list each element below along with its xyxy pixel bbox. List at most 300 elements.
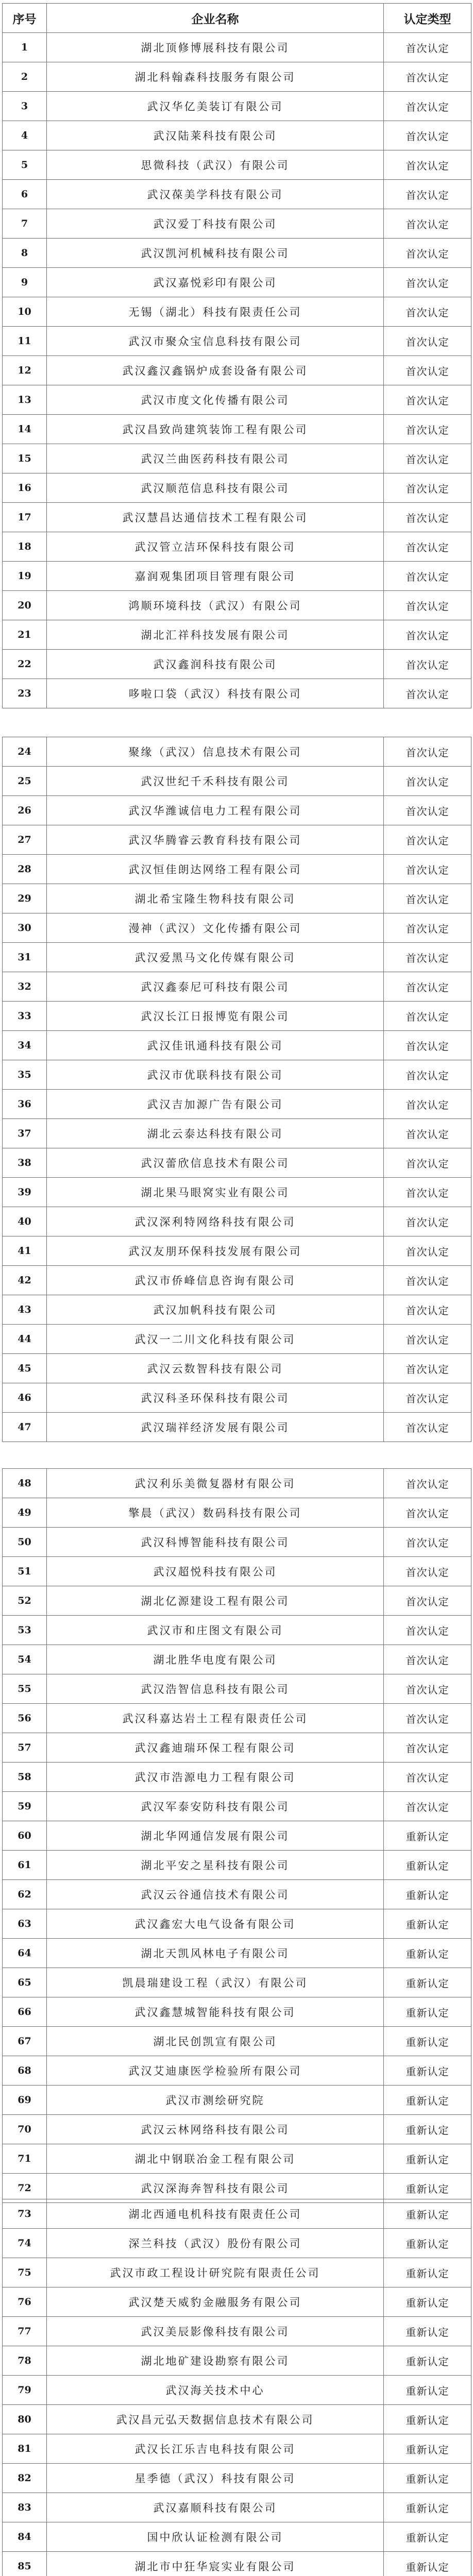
table-row [3,1354,471,1383]
company-name: 湖北希宝隆生物科技有限公司 [47,884,384,913]
table-row [3,532,471,562]
company-name: 鸿顺环境科技（武汉）有限公司 [47,591,384,620]
table-row [3,2287,471,2317]
company-name: 湖北市中狂华宸实业有限公司 [47,2552,384,2576]
table-row [3,884,471,913]
table-row [3,327,471,356]
table-row [3,1119,471,1148]
company-name: 湖北科翰森科技服务有限公司 [47,62,384,92]
table-row [3,1733,471,1762]
certification-type: 首次认定 [384,1090,471,1119]
company-name: 武汉鑫宏大电气设备有限公司 [47,1909,384,1939]
company-name: 擎晨（武汉）数码科技有限公司 [47,1498,384,1528]
certification-type: 重新认定 [384,1997,471,2027]
table-row [3,1968,471,1997]
certification-type: 首次认定 [384,796,471,825]
row-number: 9 [3,268,47,297]
certification-type: 首次认定 [384,1031,471,1060]
table-page-1 [2,3,471,708]
table-row [3,356,471,385]
row-number: 67 [3,2027,47,2056]
row-number: 24 [3,737,47,767]
certification-type: 首次认定 [384,1002,471,1031]
certification-type: 首次认定 [384,1792,471,1821]
row-number: 4 [3,121,47,150]
company-name: 湖北西通电机科技有限责任公司 [47,2199,384,2229]
table-row [3,1178,471,1207]
row-number: 2 [3,62,47,92]
company-name: 武汉云林网络科技有限公司 [47,2115,384,2144]
table-row [3,2144,471,2174]
row-number: 36 [3,1090,47,1119]
company-name: 武汉爱黑马文化传媒有限公司 [47,943,384,972]
company-name: 武汉科博智能科技有限公司 [47,1528,384,1557]
row-number: 53 [3,1616,47,1645]
row-number: 50 [3,1528,47,1557]
company-name: 武汉长江日报博览有限公司 [47,1002,384,1031]
row-number: 3 [3,92,47,121]
certification-type: 重新认定 [384,1880,471,1909]
certification-type: 首次认定 [384,1762,471,1792]
company-name: 湖北地矿建设勘察有限公司 [47,2346,384,2376]
table-row [3,1792,471,1821]
company-name: 武汉海关技术中心 [47,2376,384,2405]
row-number: 25 [3,767,47,796]
certification-type: 重新认定 [384,2376,471,2405]
certification-type: 首次认定 [384,679,471,708]
table-row [3,1851,471,1880]
company-name: 武汉爱丁科技有限公司 [47,209,384,239]
certification-type: 首次认定 [384,415,471,444]
table-row [3,1997,471,2027]
row-number: 42 [3,1266,47,1295]
row-number: 62 [3,1880,47,1909]
certification-type: 首次认定 [384,503,471,532]
company-name: 湖北民创凯宣有限公司 [47,2027,384,2056]
row-number: 54 [3,1645,47,1674]
company-name: 凯晨瑞建设工程（武汉）有限公司 [47,1968,384,1997]
row-number: 69 [3,2086,47,2115]
certification-type: 重新认定 [384,2258,471,2287]
certification-type: 重新认定 [384,1821,471,1851]
row-number: 66 [3,1997,47,2027]
row-number: 68 [3,2056,47,2086]
row-number: 28 [3,855,47,884]
table-row [3,796,471,825]
table-row [3,2229,471,2258]
table-row [3,33,471,62]
table-row [3,855,471,884]
table-page-4 [2,2199,471,2576]
header-type: 认定类型 [384,4,471,33]
row-number: 64 [3,1939,47,1968]
row-number: 85 [3,2552,47,2576]
row-number: 76 [3,2287,47,2317]
company-name: 哆啦口袋（武汉）科技有限公司 [47,679,384,708]
table-row [3,737,471,767]
company-name: 武汉吉加源广告有限公司 [47,1090,384,1119]
company-name: 武汉蕾欣信息技术有限公司 [47,1148,384,1178]
table-row [3,679,471,708]
company-name: 武汉世纪千禾科技有限公司 [47,767,384,796]
table-row [3,385,471,415]
row-number: 5 [3,150,47,180]
certification-type: 首次认定 [384,855,471,884]
company-name: 嘉润观集团项目管理有限公司 [47,562,384,591]
table-row [3,62,471,92]
table-row [3,913,471,943]
row-number: 55 [3,1674,47,1704]
row-number: 79 [3,2376,47,2405]
certification-type: 首次认定 [384,1498,471,1528]
certification-type: 首次认定 [384,239,471,268]
row-number: 81 [3,2434,47,2464]
table-row [3,2027,471,2056]
company-name: 武汉友朋环保科技发展有限公司 [47,1236,384,1266]
company-name: 武汉华潍诚信电力工程有限公司 [47,796,384,825]
company-name: 武汉慧昌达通信技术工程有限公司 [47,503,384,532]
company-name: 武汉陆莱科技有限公司 [47,121,384,150]
row-number: 82 [3,2464,47,2493]
company-name: 武汉鑫泰尼可科技有限公司 [47,972,384,1002]
company-name: 武汉瑞祥经济发展有限公司 [47,1413,384,1442]
company-name: 武汉管立洁环保科技有限公司 [47,532,384,562]
table-row [3,1498,471,1528]
table-row [3,1325,471,1354]
company-name: 武汉市浩源电力工程有限公司 [47,1762,384,1792]
certification-type: 首次认定 [384,767,471,796]
company-name: 星季德（武汉）科技有限公司 [47,2464,384,2493]
row-number: 13 [3,385,47,415]
table-row [3,2405,471,2434]
company-name: 武汉嘉悦彩印有限公司 [47,268,384,297]
company-name: 武汉科嘉达岩土工程有限责任公司 [47,1704,384,1733]
company-name: 武汉昌致尚建筑装饰工程有限公司 [47,415,384,444]
company-name: 武汉恒佳朗达网络工程有限公司 [47,855,384,884]
certification-type: 首次认定 [384,385,471,415]
table-row [3,297,471,327]
company-name: 武汉艾迪康医学检验所有限公司 [47,2056,384,2086]
certification-type: 重新认定 [384,2346,471,2376]
certification-type: 首次认定 [384,150,471,180]
certification-type: 首次认定 [384,620,471,650]
row-number: 37 [3,1119,47,1148]
row-number: 57 [3,1733,47,1762]
row-number: 17 [3,503,47,532]
certification-type: 首次认定 [384,473,471,503]
certification-type: 首次认定 [384,1266,471,1295]
table-row [3,2376,471,2405]
row-number: 65 [3,1968,47,1997]
row-number: 47 [3,1413,47,1442]
certification-type: 重新认定 [384,2287,471,2317]
row-number: 7 [3,209,47,239]
row-number: 27 [3,825,47,855]
table-row [3,1383,471,1413]
certification-type: 首次认定 [384,1060,471,1090]
certification-type: 首次认定 [384,1207,471,1236]
certification-type: 首次认定 [384,1325,471,1354]
row-number: 84 [3,2522,47,2552]
certification-type: 首次认定 [384,825,471,855]
certification-type: 首次认定 [384,1354,471,1383]
table-row [3,1295,471,1325]
certification-type: 重新认定 [384,2027,471,2056]
table-row [3,620,471,650]
table-row [3,1236,471,1266]
row-number: 40 [3,1207,47,1236]
table-row [3,268,471,297]
certification-type: 首次认定 [384,1704,471,1733]
certification-type: 首次认定 [384,33,471,62]
row-number: 48 [3,1469,47,1498]
row-number: 83 [3,2493,47,2522]
table-row [3,2493,471,2522]
table-row [3,1909,471,1939]
company-name: 武汉鑫润科技有限公司 [47,650,384,679]
table-row [3,1031,471,1060]
certification-type: 首次认定 [384,532,471,562]
table-row [3,1148,471,1178]
company-name: 武汉深海奔智科技有限公司 [47,2174,384,2203]
table-row [3,2522,471,2552]
certification-type: 首次认定 [384,1295,471,1325]
certification-type: 首次认定 [384,444,471,473]
certification-type: 首次认定 [384,1557,471,1586]
certification-type: 首次认定 [384,650,471,679]
table-row [3,2174,471,2203]
company-name: 湖北顶修博展科技有限公司 [47,33,384,62]
table-row [3,444,471,473]
certification-type: 首次认定 [384,268,471,297]
table-row [3,1645,471,1674]
certification-type: 重新认定 [384,2056,471,2086]
certification-type: 重新认定 [384,2229,471,2258]
row-number: 19 [3,562,47,591]
certification-type: 重新认定 [384,2086,471,2115]
certification-type: 首次认定 [384,1528,471,1557]
certification-type: 首次认定 [384,1733,471,1762]
certification-type: 重新认定 [384,1968,471,1997]
table-row [3,1266,471,1295]
company-name: 武汉市侨峰信息咨询有限公司 [47,1266,384,1295]
table-row [3,180,471,209]
row-number: 18 [3,532,47,562]
certification-type: 重新认定 [384,2115,471,2144]
row-number: 41 [3,1236,47,1266]
certification-type: 重新认定 [384,2434,471,2464]
company-name: 武汉市聚众宝信息科技有限公司 [47,327,384,356]
certification-type: 首次认定 [384,1413,471,1442]
table-row [3,1674,471,1704]
table-row [3,209,471,239]
table-row [3,1939,471,1968]
company-name: 武汉鑫慧城智能科技有限公司 [47,1997,384,2027]
table-row [3,1413,471,1442]
table-row [3,1880,471,1909]
row-number: 77 [3,2317,47,2346]
header-company: 企业名称 [47,4,384,33]
table-row [3,1469,471,1498]
certification-type: 首次认定 [384,943,471,972]
company-name: 武汉顺范信息科技有限公司 [47,473,384,503]
certification-type: 重新认定 [384,2317,471,2346]
certification-type: 首次认定 [384,1236,471,1266]
certification-type: 重新认定 [384,2464,471,2493]
certification-type: 重新认定 [384,2493,471,2522]
certification-type: 首次认定 [384,121,471,150]
company-name: 武汉市测绘研究院 [47,2086,384,2115]
row-number: 39 [3,1178,47,1207]
row-number: 12 [3,356,47,385]
table-row [3,1207,471,1236]
row-number: 29 [3,884,47,913]
table-row [3,972,471,1002]
row-number: 26 [3,796,47,825]
company-name: 武汉一二川文化科技有限公司 [47,1325,384,1354]
company-name: 漫神（武汉）文化传播有限公司 [47,913,384,943]
company-name: 武汉加帆科技有限公司 [47,1295,384,1325]
row-number: 43 [3,1295,47,1325]
company-name: 国中欣认证检测有限公司 [47,2522,384,2552]
row-number: 51 [3,1557,47,1586]
row-number: 71 [3,2144,47,2174]
certification-type: 首次认定 [384,180,471,209]
certification-type: 首次认定 [384,1148,471,1178]
table-row [3,2258,471,2287]
row-number: 32 [3,972,47,1002]
row-number: 21 [3,620,47,650]
company-name: 湖北汇祥科技发展有限公司 [47,620,384,650]
table-row [3,825,471,855]
company-name: 武汉超悦科技有限公司 [47,1557,384,1586]
table-row [3,2346,471,2376]
certification-type: 首次认定 [384,1674,471,1704]
row-number: 6 [3,180,47,209]
table-row [3,650,471,679]
table-row [3,1616,471,1645]
certification-type: 重新认定 [384,1909,471,1939]
row-number: 30 [3,913,47,943]
row-number: 16 [3,473,47,503]
certification-type: 首次认定 [384,1119,471,1148]
row-number: 75 [3,2258,47,2287]
company-name: 武汉云数智科技有限公司 [47,1354,384,1383]
certification-type: 首次认定 [384,1469,471,1498]
company-name: 武汉长江乐吉电科技有限公司 [47,2434,384,2464]
company-name: 武汉昌元弘天数据信息技术有限公司 [47,2405,384,2434]
company-name: 武汉嘉顺科技有限公司 [47,2493,384,2522]
row-number: 80 [3,2405,47,2434]
certification-type: 重新认定 [384,2552,471,2576]
company-name: 武汉凯河机械科技有限公司 [47,239,384,268]
row-number: 1 [3,33,47,62]
company-name: 湖北华网通信发展有限公司 [47,1821,384,1851]
certification-type: 重新认定 [384,2144,471,2174]
table-row [3,503,471,532]
row-number: 58 [3,1762,47,1792]
table-row [3,562,471,591]
table-row [3,2199,471,2229]
certification-type: 首次认定 [384,356,471,385]
table-row [3,1002,471,1031]
table-row [3,2086,471,2115]
row-number: 49 [3,1498,47,1528]
row-number: 8 [3,239,47,268]
company-name: 武汉鑫迪瑞环保工程有限公司 [47,1733,384,1762]
company-name: 湖北中钢联冶金工程有限公司 [47,2144,384,2174]
certification-type: 首次认定 [384,1645,471,1674]
company-name: 武汉华腾睿云教育科技有限公司 [47,825,384,855]
certification-type: 首次认定 [384,62,471,92]
row-number: 70 [3,2115,47,2144]
row-number: 72 [3,2174,47,2203]
company-name: 武汉科圣环保科技有限公司 [47,1383,384,1413]
row-number: 11 [3,327,47,356]
certification-type: 首次认定 [384,327,471,356]
certification-type: 首次认定 [384,209,471,239]
table-page-2 [2,737,471,1442]
certification-type: 首次认定 [384,913,471,943]
table-row [3,1586,471,1616]
row-number: 14 [3,415,47,444]
table-row [3,2115,471,2144]
certification-type: 首次认定 [384,737,471,767]
table-row [3,2464,471,2493]
certification-type: 首次认定 [384,1616,471,1645]
certification-type: 重新认定 [384,2405,471,2434]
certification-type: 重新认定 [384,2522,471,2552]
company-name: 武汉鑫汉鑫锅炉成套设备有限公司 [47,356,384,385]
header-no: 序号 [3,4,47,33]
table-row [3,1762,471,1792]
table-row [3,943,471,972]
company-name: 武汉军泰安防科技有限公司 [47,1792,384,1821]
table-row [3,1060,471,1090]
company-name: 无锡（湖北）科技有限责任公司 [47,297,384,327]
company-name: 武汉楚天威豹金融服务有限公司 [47,2287,384,2317]
row-number: 63 [3,1909,47,1939]
table-row [3,150,471,180]
company-name: 武汉云谷通信技术有限公司 [47,1880,384,1909]
company-name: 思微科技（武汉）有限公司 [47,150,384,180]
company-name: 武汉市优联科技有限公司 [47,1060,384,1090]
company-name: 武汉兰曲医药科技有限公司 [47,444,384,473]
row-number: 61 [3,1851,47,1880]
row-number: 56 [3,1704,47,1733]
table-row [3,2317,471,2346]
company-name: 湖北天凯风林电子有限公司 [47,1939,384,1968]
row-number: 34 [3,1031,47,1060]
row-number: 45 [3,1354,47,1383]
company-name: 武汉浩智信息科技有限公司 [47,1674,384,1704]
header-row [3,4,471,33]
row-number: 10 [3,297,47,327]
certification-type: 首次认定 [384,1586,471,1616]
company-name: 武汉葆美学科技有限公司 [47,180,384,209]
certification-type: 重新认定 [384,1851,471,1880]
certification-type: 重新认定 [384,2199,471,2229]
row-number: 59 [3,1792,47,1821]
company-name: 湖北胜华电度有限公司 [47,1645,384,1674]
certification-type: 首次认定 [384,591,471,620]
table-row [3,1704,471,1733]
table-page-3 [2,1468,471,2203]
certification-type: 首次认定 [384,972,471,1002]
row-number: 78 [3,2346,47,2376]
company-name: 武汉华亿美装订有限公司 [47,92,384,121]
row-number: 46 [3,1383,47,1413]
